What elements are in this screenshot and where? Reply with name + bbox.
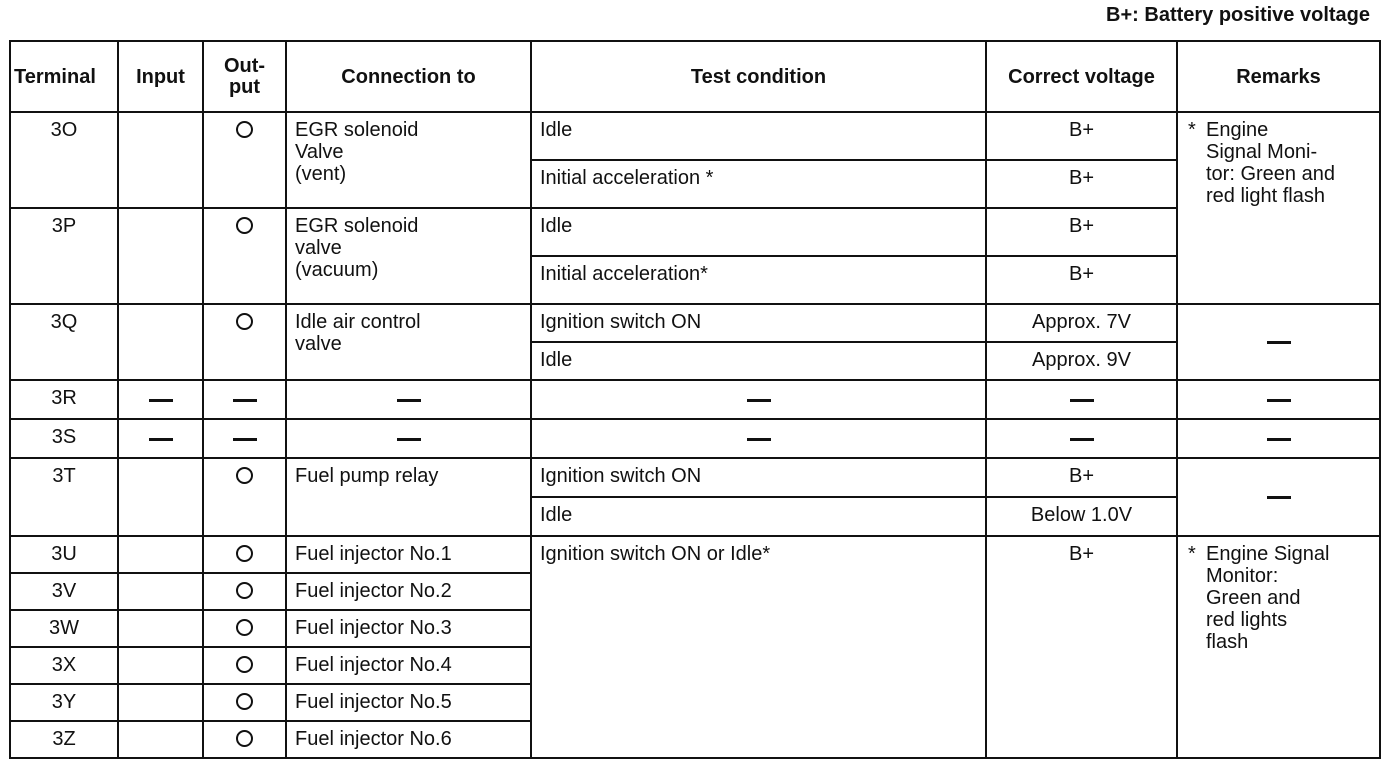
terminal-cell: 3R bbox=[10, 380, 118, 419]
input-dash bbox=[118, 380, 203, 419]
terminal-cell: 3W bbox=[10, 610, 118, 647]
output-cell bbox=[203, 208, 286, 304]
dash-icon bbox=[1070, 438, 1094, 441]
dash-icon bbox=[747, 438, 771, 441]
dash-icon bbox=[747, 399, 771, 402]
output-cell bbox=[203, 112, 286, 208]
condition-cell: Ignition switch ON bbox=[531, 304, 986, 342]
dash-icon bbox=[1267, 438, 1291, 441]
voltage-dash bbox=[986, 419, 1177, 458]
terminal-cell: 3P bbox=[10, 208, 118, 304]
terminal-cell: 3S bbox=[10, 419, 118, 458]
remarks-asterisk: * bbox=[1188, 119, 1196, 141]
input-cell bbox=[118, 721, 203, 758]
condition-cell: Initial acceleration* bbox=[531, 256, 986, 304]
condition-cell: Idle bbox=[531, 112, 986, 160]
dash-icon bbox=[397, 438, 421, 441]
connection-cell: Fuel injector No.2 bbox=[286, 573, 531, 610]
output-cell bbox=[203, 536, 286, 573]
output-circle-icon bbox=[236, 313, 253, 330]
connection-cell: Fuel injector No.6 bbox=[286, 721, 531, 758]
header-terminal: Terminal bbox=[10, 41, 118, 112]
table-row bbox=[10, 536, 1380, 573]
table-row bbox=[10, 112, 1380, 160]
output-cell bbox=[203, 610, 286, 647]
dash-icon bbox=[233, 399, 257, 402]
header-correct-voltage: Correct voltage bbox=[986, 41, 1177, 112]
dash-icon bbox=[1267, 399, 1291, 402]
voltage-cell: B+ bbox=[986, 208, 1177, 256]
remarks-dash bbox=[1177, 304, 1380, 380]
output-circle-icon bbox=[236, 545, 253, 562]
remarks-cell-injectors bbox=[1177, 536, 1380, 758]
input-cell bbox=[118, 458, 203, 536]
dash-icon bbox=[233, 438, 257, 441]
input-cell bbox=[118, 112, 203, 208]
voltage-cell: B+ bbox=[986, 458, 1177, 497]
output-circle-icon bbox=[236, 217, 253, 234]
voltage-cell: Below 1.0V bbox=[986, 497, 1177, 536]
output-circle-icon bbox=[236, 467, 253, 484]
table-row bbox=[10, 208, 1380, 256]
voltage-cell: Approx. 9V bbox=[986, 342, 1177, 380]
connection-cell: Fuel pump relay bbox=[286, 458, 531, 536]
remarks-text: Engine Signal Moni- tor: Green and red light flash bbox=[1206, 119, 1335, 207]
connection-dash bbox=[286, 380, 531, 419]
output-cell bbox=[203, 684, 286, 721]
table-row bbox=[10, 419, 1380, 458]
output-dash bbox=[203, 380, 286, 419]
output-dash bbox=[203, 419, 286, 458]
output-cell bbox=[203, 458, 286, 536]
battery-voltage-note: B+: Battery positive voltage bbox=[1106, 4, 1370, 26]
output-circle-icon bbox=[236, 656, 253, 673]
voltage-cell: B+ bbox=[986, 256, 1177, 304]
voltage-cell: Approx. 7V bbox=[986, 304, 1177, 342]
connection-cell: Fuel injector No.5 bbox=[286, 684, 531, 721]
input-cell bbox=[118, 647, 203, 684]
connection-cell: EGR solenoid valve (vacuum) bbox=[286, 208, 531, 304]
input-cell bbox=[118, 208, 203, 304]
terminal-cell: 3O bbox=[10, 112, 118, 208]
input-cell bbox=[118, 684, 203, 721]
output-circle-icon bbox=[236, 121, 253, 138]
terminal-cell: 3T bbox=[10, 458, 118, 536]
header-test-condition: Test condition bbox=[531, 41, 986, 112]
terminal-cell: 3Y bbox=[10, 684, 118, 721]
output-circle-icon bbox=[236, 693, 253, 710]
input-cell bbox=[118, 610, 203, 647]
remarks-dash bbox=[1177, 458, 1380, 536]
condition-cell: Idle bbox=[531, 208, 986, 256]
output-cell bbox=[203, 647, 286, 684]
connection-cell: EGR solenoid Valve (vent) bbox=[286, 112, 531, 208]
remarks-asterisk: * bbox=[1188, 543, 1196, 565]
header-output: Out- put bbox=[203, 41, 286, 112]
connection-cell: Fuel injector No.3 bbox=[286, 610, 531, 647]
terminal-cell: 3Q bbox=[10, 304, 118, 380]
condition-cell: Ignition switch ON bbox=[531, 458, 986, 497]
remarks-dash bbox=[1177, 419, 1380, 458]
condition-dash bbox=[531, 419, 986, 458]
voltage-cell: B+ bbox=[986, 112, 1177, 160]
terminal-voltage-table bbox=[9, 40, 1381, 759]
connection-cell: Fuel injector No.4 bbox=[286, 647, 531, 684]
terminal-cell: 3X bbox=[10, 647, 118, 684]
output-circle-icon bbox=[236, 582, 253, 599]
connection-cell: Idle air control valve bbox=[286, 304, 531, 380]
dash-icon bbox=[1267, 341, 1291, 344]
input-dash bbox=[118, 419, 203, 458]
input-cell bbox=[118, 536, 203, 573]
remarks-text: Engine Signal Monitor: Green and red lights flash bbox=[1206, 543, 1330, 653]
condition-cell: Idle bbox=[531, 497, 986, 536]
terminal-cell: 3U bbox=[10, 536, 118, 573]
header-input: Input bbox=[118, 41, 203, 112]
header-connection: Connection to bbox=[286, 41, 531, 112]
dash-icon bbox=[149, 438, 173, 441]
output-cell bbox=[203, 721, 286, 758]
condition-dash bbox=[531, 380, 986, 419]
remarks-dash bbox=[1177, 380, 1380, 419]
connection-dash bbox=[286, 419, 531, 458]
terminal-cell: 3Z bbox=[10, 721, 118, 758]
dash-icon bbox=[1267, 496, 1291, 499]
injector-voltage-cell: B+ bbox=[986, 536, 1177, 758]
condition-cell: Initial acceleration * bbox=[531, 160, 986, 208]
injector-condition-cell: Ignition switch ON or Idle* bbox=[531, 536, 986, 758]
header-row bbox=[10, 41, 1380, 112]
output-circle-icon bbox=[236, 619, 253, 636]
input-cell bbox=[118, 573, 203, 610]
connection-cell: Fuel injector No.1 bbox=[286, 536, 531, 573]
dash-icon bbox=[397, 399, 421, 402]
table-row bbox=[10, 304, 1380, 342]
output-circle-icon bbox=[236, 730, 253, 747]
output-cell bbox=[203, 304, 286, 380]
table-row bbox=[10, 380, 1380, 419]
condition-cell: Idle bbox=[531, 342, 986, 380]
dash-icon bbox=[149, 399, 173, 402]
terminal-cell: 3V bbox=[10, 573, 118, 610]
table-row bbox=[10, 458, 1380, 497]
voltage-cell: B+ bbox=[986, 160, 1177, 208]
header-remarks: Remarks bbox=[1177, 41, 1380, 112]
output-cell bbox=[203, 573, 286, 610]
dash-icon bbox=[1070, 399, 1094, 402]
input-cell bbox=[118, 304, 203, 380]
remarks-cell-egr bbox=[1177, 112, 1380, 304]
voltage-dash bbox=[986, 380, 1177, 419]
